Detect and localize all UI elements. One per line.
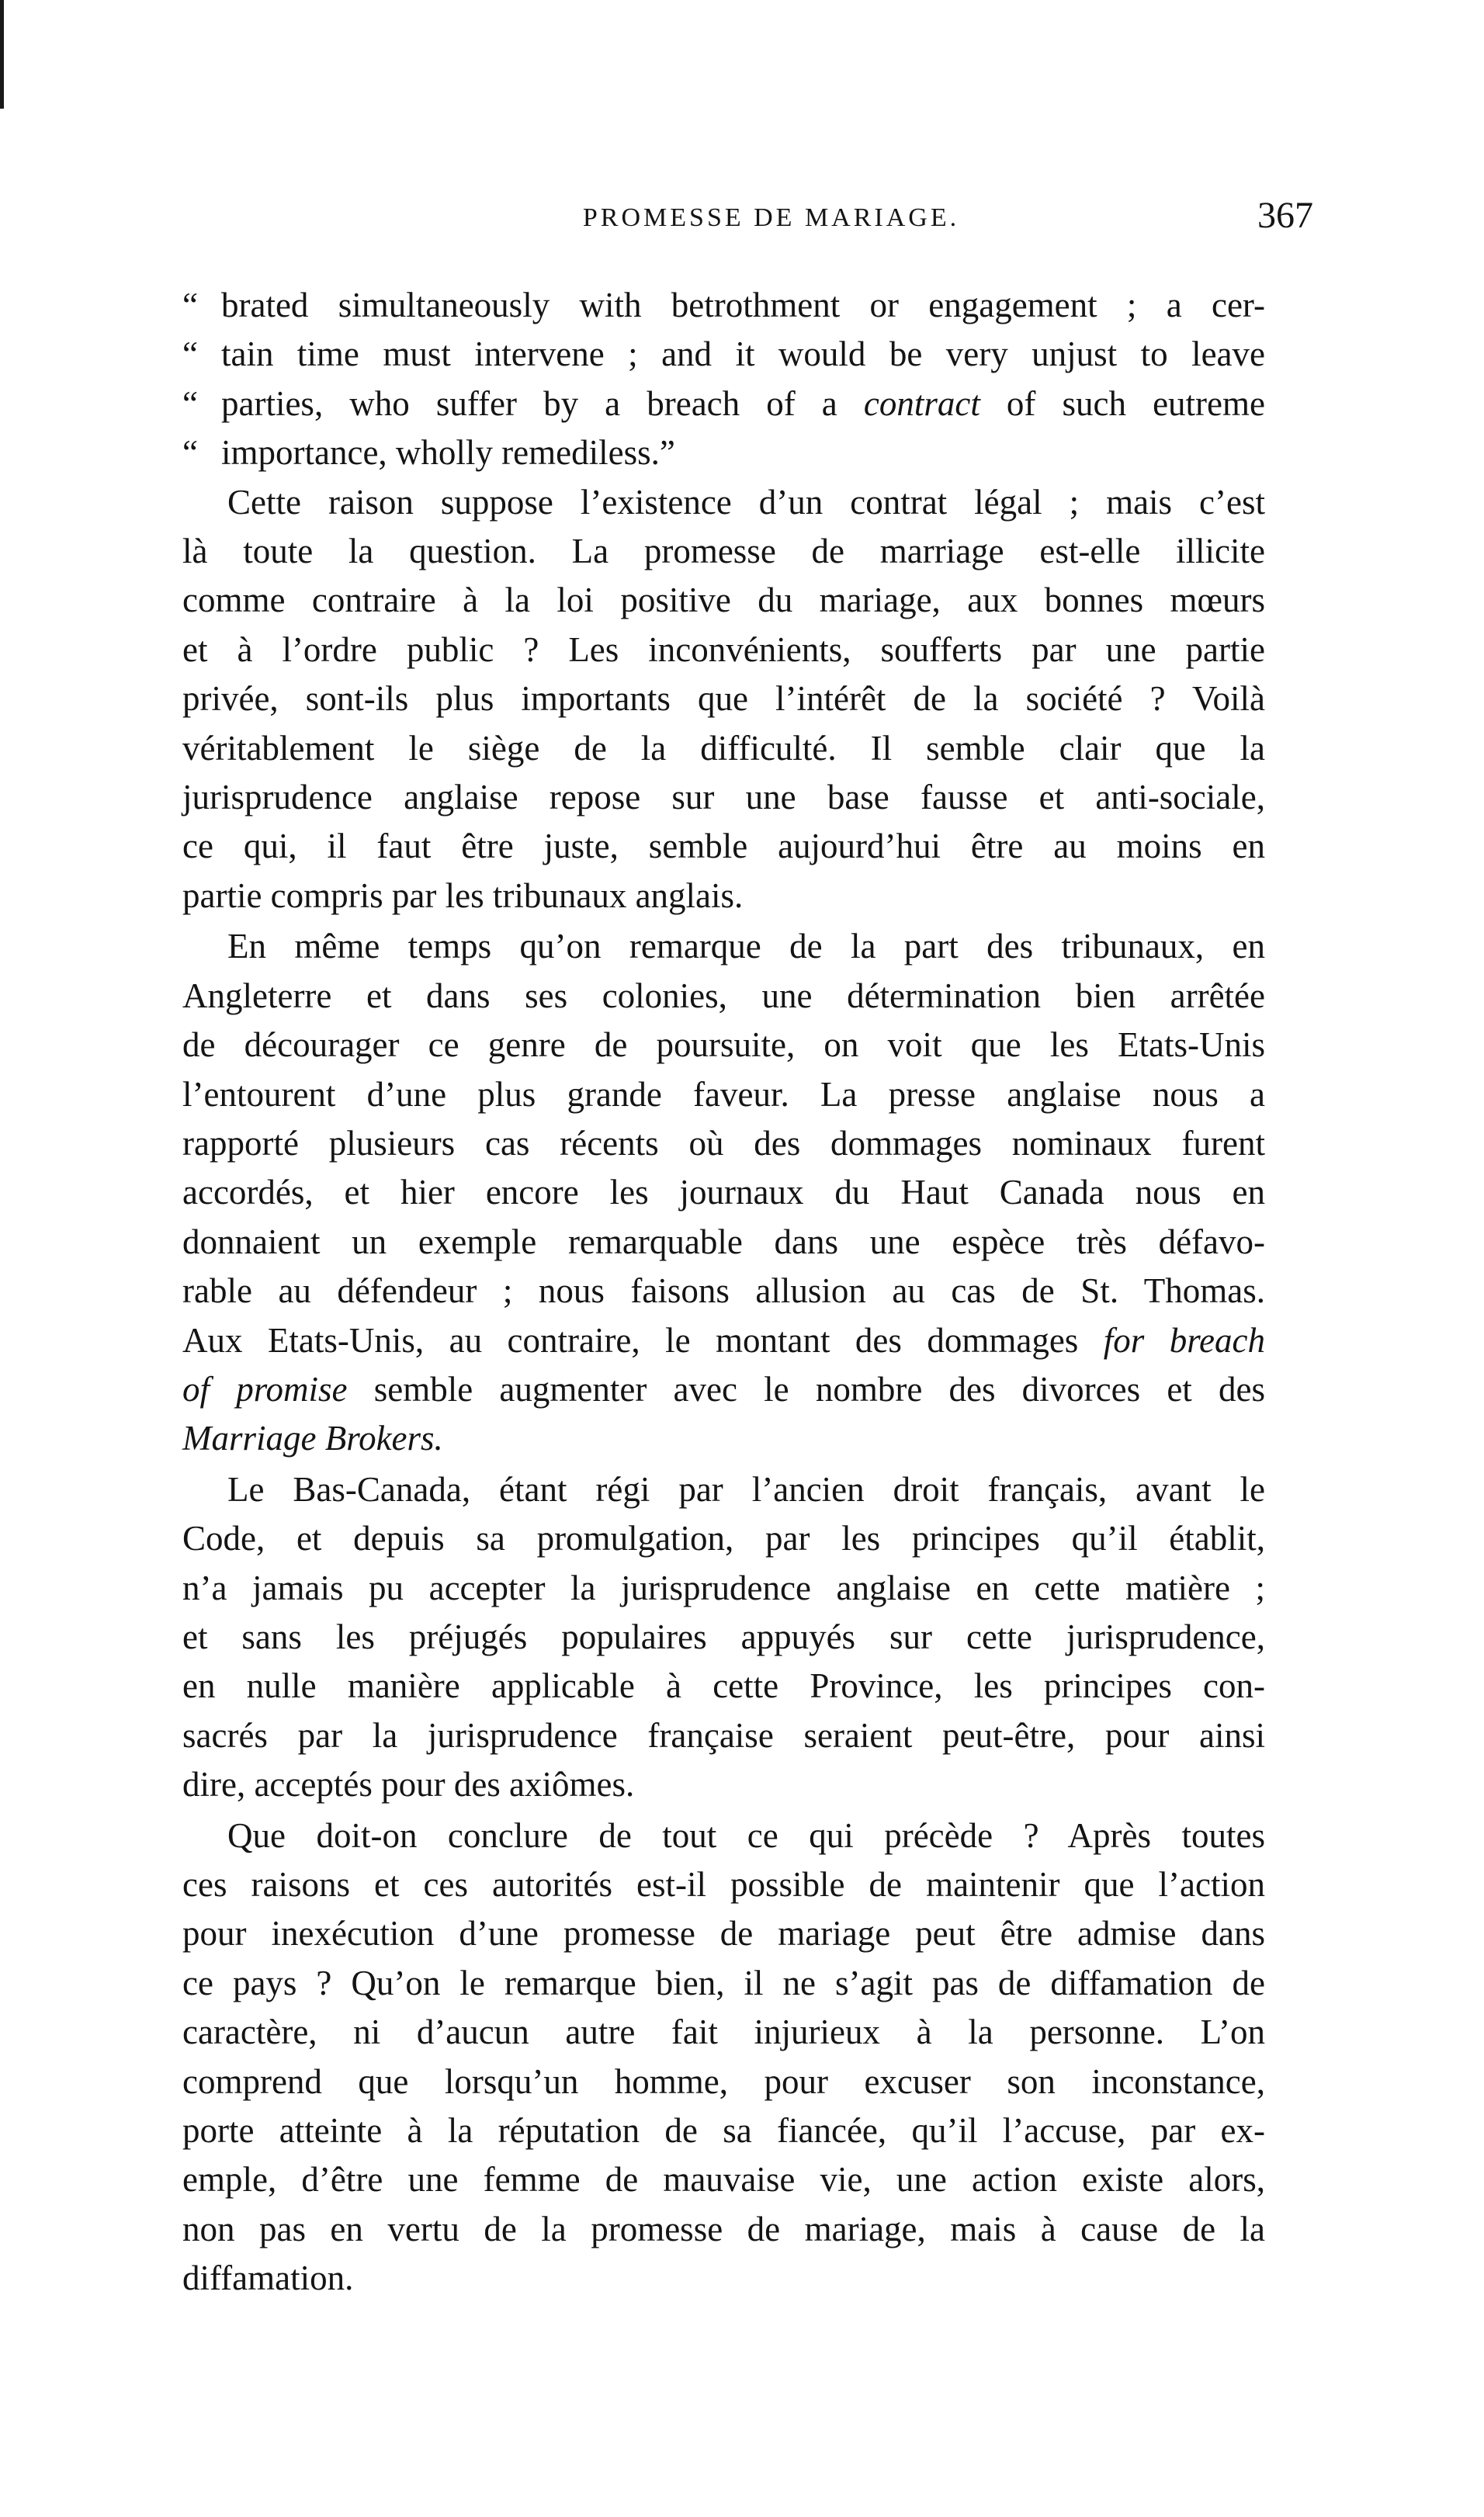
text-segment: Aux Etats-Unis, au contraire, le montant des dommages [182,1320,1104,1360]
text-segment: tain time must intervene ; and it would be very unjust to leave [221,335,1265,374]
italic-text: contract [863,383,980,423]
text-segment: partie compris par les tribunaux anglais. [182,875,744,915]
text-segment: ce pays ? Qu’on le remarque bien, il ne s’agit pas de diffamation de [182,1963,1265,2002]
text-line [182,1021,1265,1070]
text-line [182,2008,1265,2057]
text-line [182,1711,1265,1760]
page-header [182,194,1313,256]
text-line [182,773,1265,822]
text-segment: ce qui, il faut être juste, semble aujourd’hui être au moins en [182,827,1265,866]
quote-line [182,281,1265,330]
text-segment: l’entourent d’une plus grande faveur. La presse anglaise nous a [182,1074,1265,1114]
text-line [182,1465,1265,1514]
text-line [182,1909,1265,1958]
paragraph [182,1811,1265,2304]
text-line [182,1662,1265,1711]
text-segment: pour inexécution d’une promesse de mariage peut être admise dans [182,1914,1265,1954]
text-line [182,1316,1265,1365]
text-segment: sacrés par la jurisprudence française seraient peut-être, pour ainsi [182,1715,1265,1755]
text-segment: Angleterre et dans ses colonies, une détermination bien arrêtée [182,976,1265,1015]
text-line [182,1564,1265,1613]
text-segment: et à l’ordre public ? Les inconvénients, soufferts par une partie [182,629,1265,669]
italic-text: Marriage Brokers. [182,1419,443,1458]
text-segment: caractère, ni d’aucun autre fait injurieux à la personne. L’on [182,2013,1265,2052]
text-segment: privée, sont-ils plus importants que l’intérêt de la société ? Voilà [182,679,1265,719]
text-segment: Que doit-on conclure de tout ce qui précède ? Après toutes [227,1815,1265,1855]
text-line [182,626,1265,674]
quote-line [182,380,1265,428]
running-head: PROMESSE DE MARIAGE. [582,203,960,232]
text-segment: Le Bas-Canada, étant régi par l’ancien droit français, avant le [227,1469,1265,1509]
text-segment: Code, et depuis sa promulgation, par les principes qu’il établit, [182,1519,1265,1558]
paragraph [182,922,1265,1463]
quote-mark: “ [182,286,198,324]
text-line [182,478,1265,527]
paragraph [182,478,1265,921]
text-segment: n’a jamais pu accepter la jurisprudence anglaise en cette matière ; [182,1568,1265,1607]
text-segment: là toute la question. La promesse de marriage est-elle illicite [182,532,1265,571]
text-segment: porte atteinte à la réputation de sa fiancée, qu’il l’accuse, par ex- [182,2111,1265,2151]
text-line [182,1514,1265,1563]
quote-block [182,281,1265,478]
quote-mark: “ [182,383,198,423]
text-segment: semble augmenter avec le nombre des divorces et des [347,1369,1265,1409]
text-line [182,527,1265,576]
body-text [182,281,1265,2305]
paragraph [182,1465,1265,1810]
text-line [182,1218,1265,1267]
italic-text: for breach [1103,1320,1265,1360]
text-line [182,1760,1265,1809]
text-segment: et sans les préjugés populaires appuyés sur cette jurisprudence, [182,1617,1265,1656]
text-line [182,2254,1265,2303]
text-line [182,1414,1265,1463]
text-line [182,576,1265,625]
quote-mark: “ [182,335,198,374]
text-line [182,872,1265,920]
text-segment: En même temps qu’on remarque de la part des tribunaux, en [227,927,1265,966]
text-line [182,674,1265,723]
text-segment: of such eutreme [980,383,1265,423]
text-line [182,1959,1265,2008]
text-segment: brated simultaneously with betrothment or engagement ; a cer- [221,286,1265,324]
scan-edge-mark [0,0,4,109]
text-segment: importance, wholly remediless.” [221,433,675,473]
text-line [182,1613,1265,1662]
text-segment: emple, d’être une femme de mauvaise vie, une action existe alors, [182,2160,1265,2200]
text-line [182,1267,1265,1316]
text-line [182,1365,1265,1414]
text-segment: jurisprudence anglaise repose sur une base fausse et anti-sociale, [182,778,1265,817]
text-segment: parties, who suffer by a breach of a [221,383,864,423]
italic-text: of promise [182,1369,348,1409]
text-segment: Cette raison suppose l’existence d’un contrat légal ; mais c’est [227,482,1265,522]
text-segment: en nulle manière applicable à cette Province, les principes con- [182,1666,1265,1706]
quote-line [182,330,1265,379]
text-segment: de décourager ce genre de poursuite, on voit que les Etats-Unis [182,1025,1265,1065]
text-line [182,2155,1265,2204]
quote-line [182,428,1265,477]
text-segment: dire, acceptés pour des axiômes. [182,1765,635,1805]
text-line [182,1168,1265,1217]
text-line [182,2106,1265,2155]
text-line [182,1119,1265,1168]
text-segment: comprend que lorsqu’un homme, pour excuser son inconstance, [182,2061,1265,2101]
text-line [182,724,1265,773]
text-line [182,822,1265,871]
text-line [182,2058,1265,2106]
text-line [182,972,1265,1021]
text-line [182,2205,1265,2254]
text-segment: véritablement le siège de la difficulté. Il semble clair que la [182,728,1265,768]
text-segment: non pas en vertu de la promesse de mariage, mais à cause de la [182,2209,1265,2248]
text-segment: rable au défendeur ; nous faisons allusion au cas de St. Thomas. [182,1271,1265,1311]
text-segment: diffamation. [182,2259,354,2298]
page-number: 367 [1257,195,1313,236]
text-segment: rapporté plusieurs cas récents où des dommages nominaux furent [182,1123,1265,1163]
paragraphs [182,478,1265,2304]
quote-mark: “ [182,433,198,473]
text-line [182,1070,1265,1119]
text-segment: donnaient un exemple remarquable dans une espèce très défavo- [182,1222,1265,1261]
text-line [182,922,1265,971]
text-segment: accordés, et hier encore les journaux du Haut Canada nous en [182,1173,1265,1212]
text-line [182,1811,1265,1860]
text-line [182,1860,1265,1909]
text-segment: comme contraire à la loi positive du mariage, aux bonnes mœurs [182,581,1265,620]
text-segment: ces raisons et ces autorités est-il possible de maintenir que l’action [182,1865,1265,1904]
